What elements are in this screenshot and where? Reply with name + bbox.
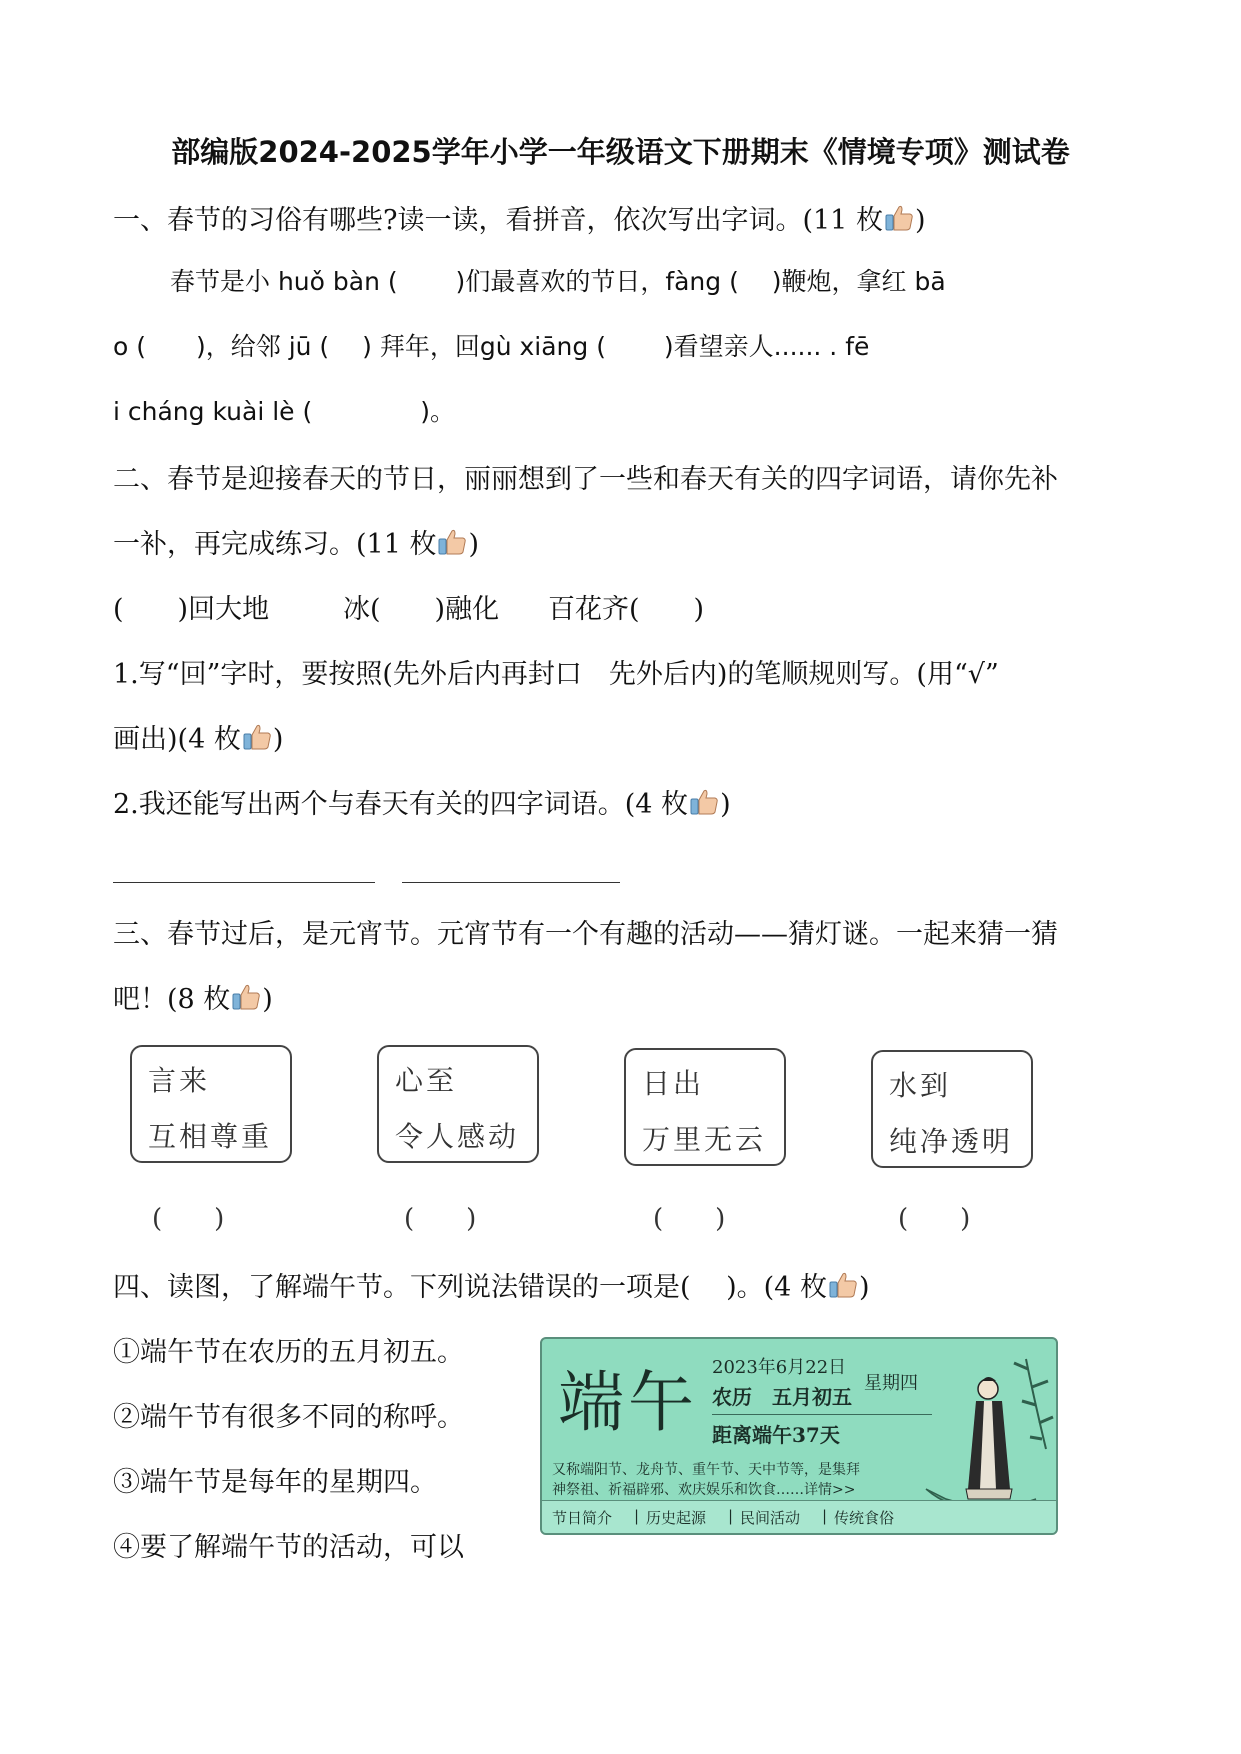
riddle-answer-blank[interactable]: ( ) [404, 1204, 477, 1234]
question-2 [113, 782, 731, 821]
riddle-line-2: 纯净透明 [889, 1125, 1014, 1158]
section-1-heading [113, 198, 926, 237]
riddle-card [377, 1045, 539, 1163]
section-4-heading-end: ) [858, 1272, 870, 1303]
thumbs-up-icon [828, 1270, 858, 1300]
card-description-line-2[interactable]: 神祭祖、祈福辟邪、欢庆娱乐和饮食……详情>> [552, 1482, 856, 1498]
section-3-heading-2 [113, 977, 273, 1016]
page-title: 部编版2024-2025学年小学一年级语文下册期末《情境专项》测试卷 [171, 135, 1070, 169]
riddle-line-2: 互相尊重 [148, 1120, 273, 1153]
card-weekday: 星期四 [864, 1373, 918, 1394]
card-menu-separator: | [634, 1507, 640, 1525]
option-1: ①端午节在农历的五月初五。 [113, 1337, 464, 1368]
option-3: ③端午节是每年的星期四。 [113, 1467, 437, 1498]
riddle-line-1: 日出 [642, 1067, 705, 1100]
section-1-line-2: o ( )，给邻 jū ( ) 拜年，回gù xiāng ( )看望亲人...... . fē [113, 332, 870, 361]
riddle-card [130, 1045, 292, 1163]
section-2-heading-2-text: 一补，再完成练习。(11 枚 [113, 529, 437, 560]
thumbs-up-icon [689, 787, 719, 817]
question-1-line-2-text: 画出)(4 枚 [113, 724, 241, 755]
riddle-card [871, 1050, 1033, 1168]
section-2-heading-2 [113, 522, 479, 561]
section-1-line-3: i cháng kuài lè ( )。 [113, 397, 455, 426]
card-menu-separator: | [728, 1507, 734, 1525]
card-countdown: 距离端午37天 [712, 1423, 840, 1447]
question-1-line-2-end: ) [272, 724, 284, 755]
riddle-line-1: 言来 [148, 1064, 211, 1097]
answer-blank-1[interactable] [113, 882, 375, 883]
question-1-line-2 [113, 717, 283, 756]
riddle-line-1: 水到 [889, 1069, 952, 1102]
riddle-answer-blank[interactable]: ( ) [653, 1204, 726, 1234]
card-title: 端午 [558, 1364, 698, 1441]
card-divider [712, 1414, 932, 1415]
section-1-heading-end: ) [914, 205, 926, 236]
thumbs-up-icon [884, 203, 914, 233]
dragon-boat-festival-card [540, 1337, 1058, 1535]
section-1-heading-text: 一、春节的习俗有哪些?读一读，看拼音，依次写出字词。(11 枚 [113, 205, 883, 236]
thumbs-up-icon [437, 527, 467, 557]
riddle-card [624, 1048, 786, 1166]
question-2-end: ) [720, 789, 731, 820]
card-menu-separator: | [822, 1507, 828, 1525]
thumbs-up-icon [231, 982, 261, 1012]
card-menu-bar [542, 1500, 1056, 1533]
option-4: ④要了解端午节的活动，可以 [113, 1532, 464, 1563]
question-1-line-1: 1.写“回”字时，要按照(先外后内再封口 先外后内)的笔顺规则写。(用“√” [113, 659, 999, 690]
riddle-line-2: 万里无云 [642, 1123, 767, 1156]
section-3-heading-1: 三、春节过后，是元宵节。元宵节有一个有趣的活动——猜灯谜。一起来猜一猜 [113, 919, 1058, 950]
option-2: ②端午节有很多不同的称呼。 [113, 1402, 464, 1433]
section-3-heading-2-end: ) [262, 984, 273, 1015]
section-2-heading-1: 二、春节是迎接春天的节日，丽丽想到了一些和春天有关的四字词语，请你先补 [113, 464, 1058, 495]
card-menu-item[interactable]: 节日简介 [552, 1509, 613, 1527]
fill-item-a: ( )回大地 [113, 594, 270, 625]
card-menu-item[interactable]: 传统食俗 [834, 1509, 895, 1527]
riddle-answer-blank[interactable]: ( ) [152, 1204, 225, 1234]
card-menu-item[interactable]: 历史起源 [646, 1509, 707, 1527]
fill-item-c: 百花齐( ) [548, 594, 705, 625]
card-lunar-date: 农历 五月初五 [712, 1385, 852, 1409]
section-3-heading-2-text: 吧！(8 枚 [113, 984, 231, 1015]
section-1-line-1: 春节是小 huǒ bàn ( )们最喜欢的节日，fàng ( )鞭炮，拿红 bā [170, 267, 946, 296]
question-2-text: 2.我还能写出两个与春天有关的四字词语。(4 枚 [113, 789, 689, 820]
section-2-heading-2-end: ) [468, 529, 480, 560]
section-4-heading-text: 四、读图，了解端午节。下列说法错误的一项是( )。(4 枚 [113, 1272, 827, 1303]
fill-item-b: 冰( )融化 [343, 594, 500, 625]
riddle-line-2: 令人感动 [395, 1120, 520, 1153]
answer-blank-2[interactable] [402, 882, 620, 883]
section-4-heading [113, 1265, 870, 1304]
card-date: 2023年6月22日 [712, 1357, 847, 1378]
thumbs-up-icon [242, 722, 272, 752]
card-menu-item[interactable]: 民间活动 [740, 1509, 801, 1527]
riddle-answer-blank[interactable]: ( ) [898, 1204, 971, 1234]
card-description-line-1: 又称端阳节、龙舟节、重午节、天中节等，是集拜 [552, 1462, 860, 1478]
riddle-line-1: 心至 [395, 1064, 458, 1097]
